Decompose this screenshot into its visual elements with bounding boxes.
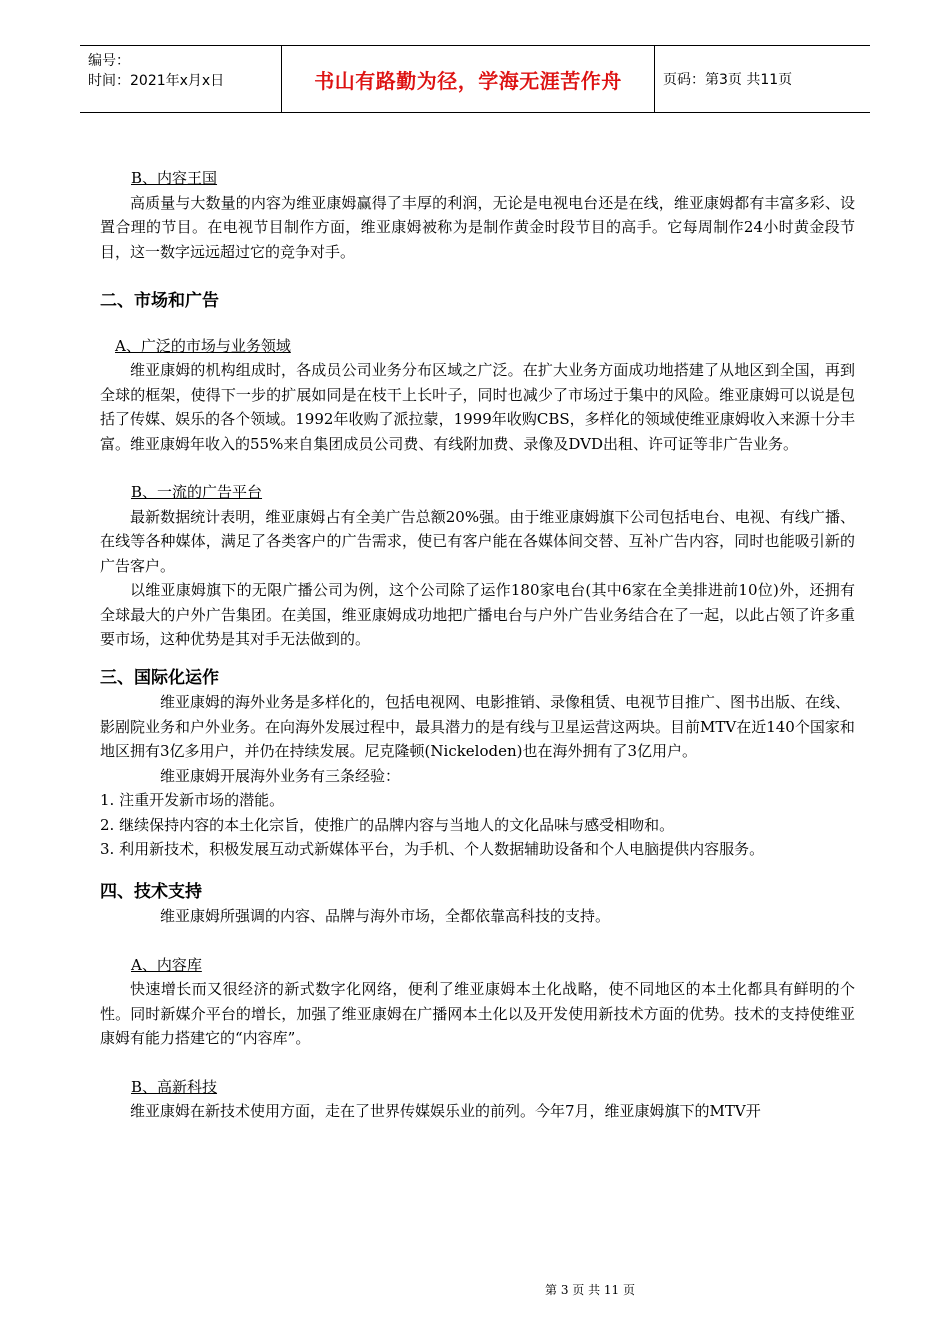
subsection-title: B、内容王国: [131, 169, 218, 187]
section-title: 三、国际化运作: [100, 667, 219, 688]
section-title: 四、技术支持: [100, 881, 202, 902]
paragraph: 维亚康姆的海外业务是多样化的，包括电视网、电影推销、录像租赁、电视节目推广、图书出版、在线、影剧院业务和户外业务。在向海外发展过程中，最具潜力的是有线与卫星运营这两块。目前MTV在近140个国家和地区拥有3亿多用户，并仍在持续发展。尼克隆顿(Nickeloden)也在海外拥有了3亿用户。: [100, 693, 855, 760]
paragraph: 维亚康姆的机构组成时，各成员公司业务分布区域之广泛。在扩大业务方面成功地搭建了从地区到全国，再到全球的框架，使得下一步的扩展如同是在枝干上长叶子，同时也减少了市场过于集中的风险。维亚康姆可以说是包括了传媒、娱乐的各个领域。1992年收购了派拉蒙，1999年收购CBS，多样化的领域使维亚康姆收入来源十分丰富。维亚康姆年收入的55%来自集团成员公司费、有线附加费、录像及DVD出租、许可证等非广告业务。: [100, 361, 855, 453]
header-motto: 书山有路勤为径，学海无涯苦作舟: [282, 46, 655, 112]
section-title: 二、市场和广告: [100, 291, 219, 311]
paragraph: 高质量与大数量的内容为维亚康姆赢得了丰厚的利润，无论是电视电台还是在线，维亚康姆都有丰富多彩、设置合理的节目。在电视节目制作方面，维亚康姆被称为是制作黄金时段节目的高手。它每周制作24小时黄金段节目，这一数字远远超过它的竞争对手。: [100, 193, 855, 261]
time-label: 时间：2021年x月x日: [88, 73, 225, 89]
paragraph: 维亚康姆开展海外业务有三条经验：: [160, 766, 401, 785]
header-meta: [80, 46, 282, 112]
paragraph: 快速增长而又很经济的新式数字化网络，便利了维亚康姆本土化战略，使不同地区的本土化都具有鲜明的个性。同时新媒介平台的增长，加强了维亚康姆在广播网本土化以及开发使用新技术方面的优势。技术的支持使维亚康姆有能力搭建它的“内容库”。: [100, 980, 855, 1047]
subsection-title: A、内容库: [131, 955, 202, 974]
list-item: 1. 注重开发新市场的潜能。: [100, 791, 285, 809]
paragraph: 维亚康姆所强调的内容、品牌与海外市场，全都依靠高科技的支持。: [160, 907, 611, 925]
number-label: 编号：: [88, 53, 130, 69]
list-item: 3. 利用新技术，积极发展互动式新媒体平台，为手机、个人数据辅助设备和个人电脑提供内容服务。: [100, 840, 765, 858]
paragraph: 维亚康姆在新技术使用方面，走在了世界传媒娱乐业的前列。今年7月，维亚康姆旗下的MTV开: [130, 1102, 761, 1120]
page-footer: 第 3 页 共 11 页: [545, 1283, 635, 1297]
list-item: 2. 继续保持内容的本土化宗旨，使推广的品牌内容与当地人的文化品味与感受相吻和。: [100, 815, 675, 834]
document-body: [100, 166, 855, 1124]
page-header: [80, 45, 870, 113]
subsection-title: B、一流的广告平台: [131, 483, 263, 501]
paragraph: 最新数据统计表明，维亚康姆占有全美广告总额20%强。由于维亚康姆旗下公司包括电台、电视、有线广播、在线等各种媒体，满足了各类客户的广告需求，使已有客户能在各媒体间交替、互补广告内容，同时也能吸引新的广告客户。: [100, 507, 855, 575]
header-page-info: 页码：第3页 共11页: [663, 72, 793, 88]
subsection-title: A、广泛的市场与业务领域: [115, 336, 291, 355]
subsection-title: B、高新科技: [131, 1077, 218, 1096]
paragraph: 以维亚康姆旗下的无限广播公司为例，这个公司除了运作180家电台(其中6家在全美排进前10位)外，还拥有全球最大的户外广告集团。在美国，维亚康姆成功地把广播电台与户外广告业务结合在了一起，以此占领了许多重要市场，这种优势是其对手无法做到的。: [100, 581, 855, 648]
